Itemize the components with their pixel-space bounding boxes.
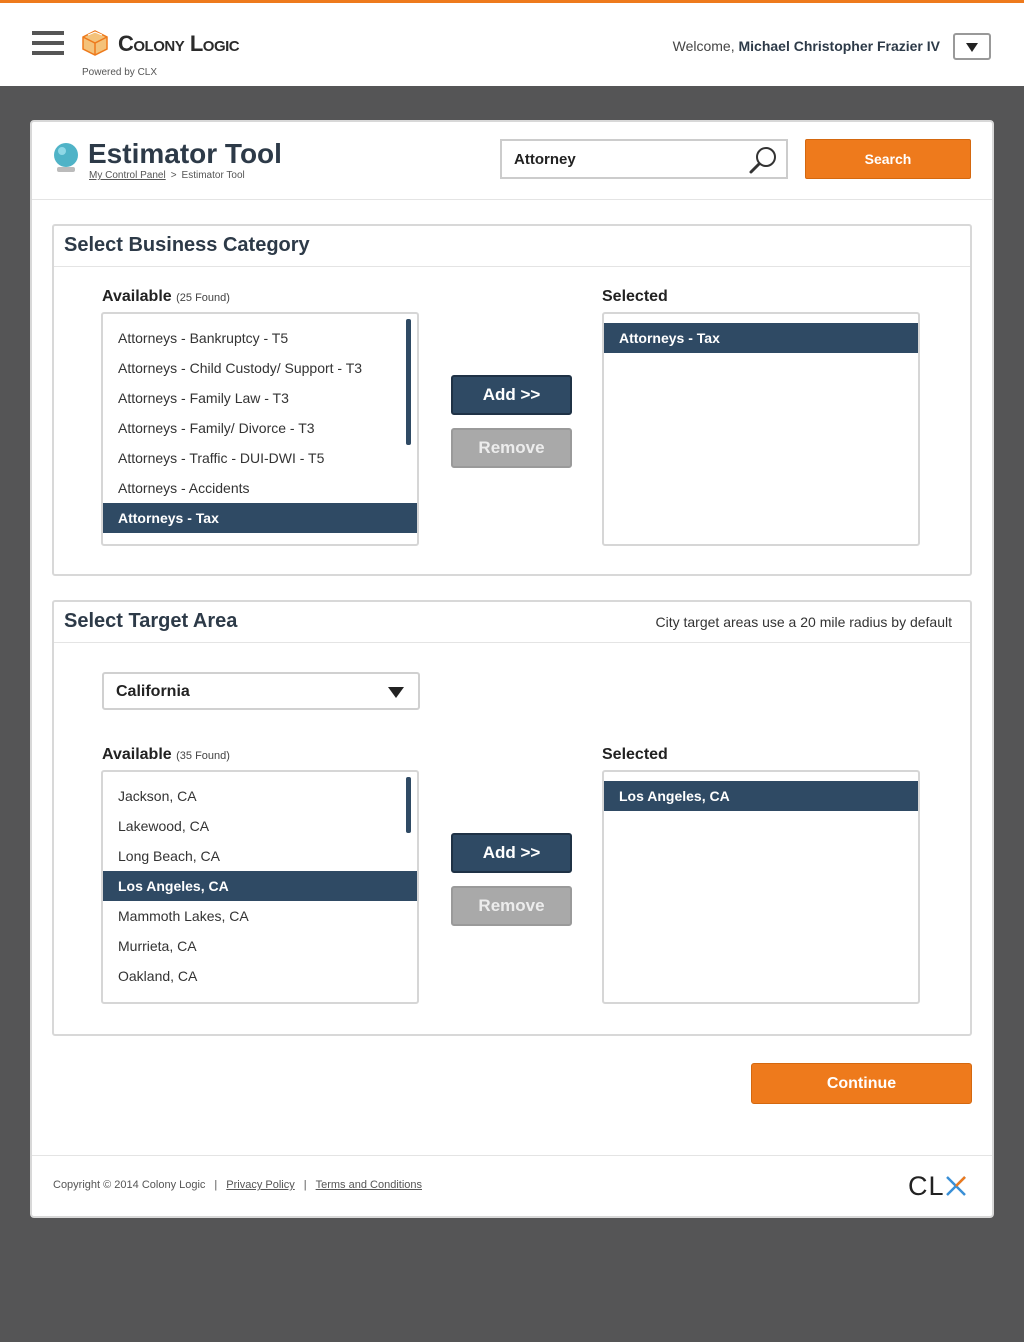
available-label-text: Available — [102, 288, 172, 305]
list-item[interactable]: Los Angeles, CA — [103, 871, 417, 901]
brand-name[interactable]: Colony Logic — [118, 31, 240, 56]
continue-button[interactable]: Continue — [751, 1063, 972, 1104]
breadcrumb-separator: > — [170, 170, 177, 181]
copyright: Copyright © 2014 Colony Logic — [53, 1179, 206, 1191]
estimator-card — [30, 120, 994, 1218]
list-item[interactable]: Los Angeles, CA — [604, 781, 918, 811]
user-menu-dropdown[interactable] — [953, 33, 991, 60]
divider — [54, 642, 970, 643]
state-select[interactable] — [102, 672, 420, 710]
list-item[interactable]: Attorneys - Bankruptcy - T5 — [118, 330, 289, 346]
card-header — [32, 122, 992, 200]
breadcrumb-current: Estimator Tool — [181, 170, 245, 181]
business-category-panel — [52, 224, 972, 576]
selected-label: Selected — [602, 288, 668, 305]
list-item[interactable]: Lakewood, CA — [118, 818, 210, 834]
radius-note: City target areas use a 20 mile radius by default — [655, 614, 952, 630]
list-item[interactable]: Attorneys - Traffic - DUI-DWI - T5 — [118, 450, 325, 466]
footer-separator: | — [214, 1179, 218, 1191]
available-label — [102, 746, 230, 764]
available-city-list[interactable] — [101, 770, 419, 1004]
state-select-value: California — [116, 683, 190, 700]
available-category-list[interactable] — [101, 312, 419, 546]
colony-logic-logo-icon — [79, 27, 111, 57]
user-name: Michael Christopher Frazier IV — [738, 38, 940, 54]
remove-city-button[interactable]: Remove — [451, 886, 572, 926]
available-city-items — [103, 772, 417, 991]
list-item[interactable]: Mammoth Lakes, CA — [118, 908, 249, 924]
list-item[interactable]: Attorneys - Tax — [103, 503, 417, 533]
welcome-text — [673, 38, 940, 54]
terms-link[interactable]: Terms and Conditions — [315, 1179, 422, 1191]
search-field — [500, 139, 788, 179]
breadcrumb — [89, 170, 245, 181]
list-scrollbar[interactable] — [406, 777, 411, 833]
divider — [54, 266, 970, 267]
footer — [53, 1179, 422, 1191]
selected-label: Selected — [602, 746, 668, 763]
footer-divider — [32, 1155, 992, 1156]
selected-city-items — [604, 772, 918, 811]
search-input[interactable] — [502, 141, 732, 177]
page-title: Estimator Tool — [88, 138, 282, 169]
available-count: (25 Found) — [176, 292, 230, 304]
clx-logo-x-icon — [945, 1175, 967, 1197]
powered-by: Powered by CLX — [82, 67, 158, 78]
list-item[interactable]: Attorneys - Family/ Divorce - T3 — [118, 420, 315, 436]
top-header — [0, 0, 1024, 86]
list-item[interactable]: Oakland, CA — [118, 968, 198, 984]
list-item[interactable]: Attorneys - Family Law - T3 — [118, 390, 289, 406]
list-scrollbar[interactable] — [406, 319, 411, 445]
add-category-button[interactable]: Add >> — [451, 375, 572, 415]
available-count: (35 Found) — [176, 750, 230, 762]
list-item[interactable]: Long Beach, CA — [118, 848, 220, 864]
remove-category-button[interactable]: Remove — [451, 428, 572, 468]
list-item[interactable]: Jackson, CA — [118, 788, 197, 804]
list-item[interactable]: Attorneys - Accidents — [118, 480, 250, 496]
search-button[interactable]: Search — [805, 139, 971, 179]
globe-icon — [52, 142, 80, 174]
available-label-text: Available — [102, 746, 172, 763]
welcome-prefix: Welcome, — [672, 38, 735, 54]
selected-city-list[interactable] — [602, 770, 920, 1004]
selected-category-items — [604, 314, 918, 353]
list-item[interactable]: Murrieta, CA — [118, 938, 197, 954]
chevron-down-icon — [388, 687, 404, 698]
list-item[interactable]: Attorneys - Child Custody/ Support - T3 — [118, 360, 363, 376]
clx-logo — [908, 1171, 967, 1202]
clx-logo-text: CL — [908, 1171, 945, 1201]
list-item[interactable]: Attorneys - Tax — [604, 323, 918, 353]
search-icon[interactable] — [748, 145, 778, 175]
selected-category-list[interactable] — [602, 312, 920, 546]
footer-separator: | — [303, 1179, 307, 1191]
menu-icon[interactable] — [32, 31, 64, 57]
business-category-title: Select Business Category — [64, 234, 310, 256]
add-city-button[interactable]: Add >> — [451, 833, 572, 873]
breadcrumb-control-panel[interactable]: My Control Panel — [89, 170, 166, 181]
target-area-title: Select Target Area — [64, 610, 238, 632]
available-category-items — [103, 314, 417, 533]
privacy-policy-link[interactable]: Privacy Policy — [226, 1179, 295, 1191]
available-label — [102, 288, 230, 306]
target-area-panel — [52, 600, 972, 1036]
